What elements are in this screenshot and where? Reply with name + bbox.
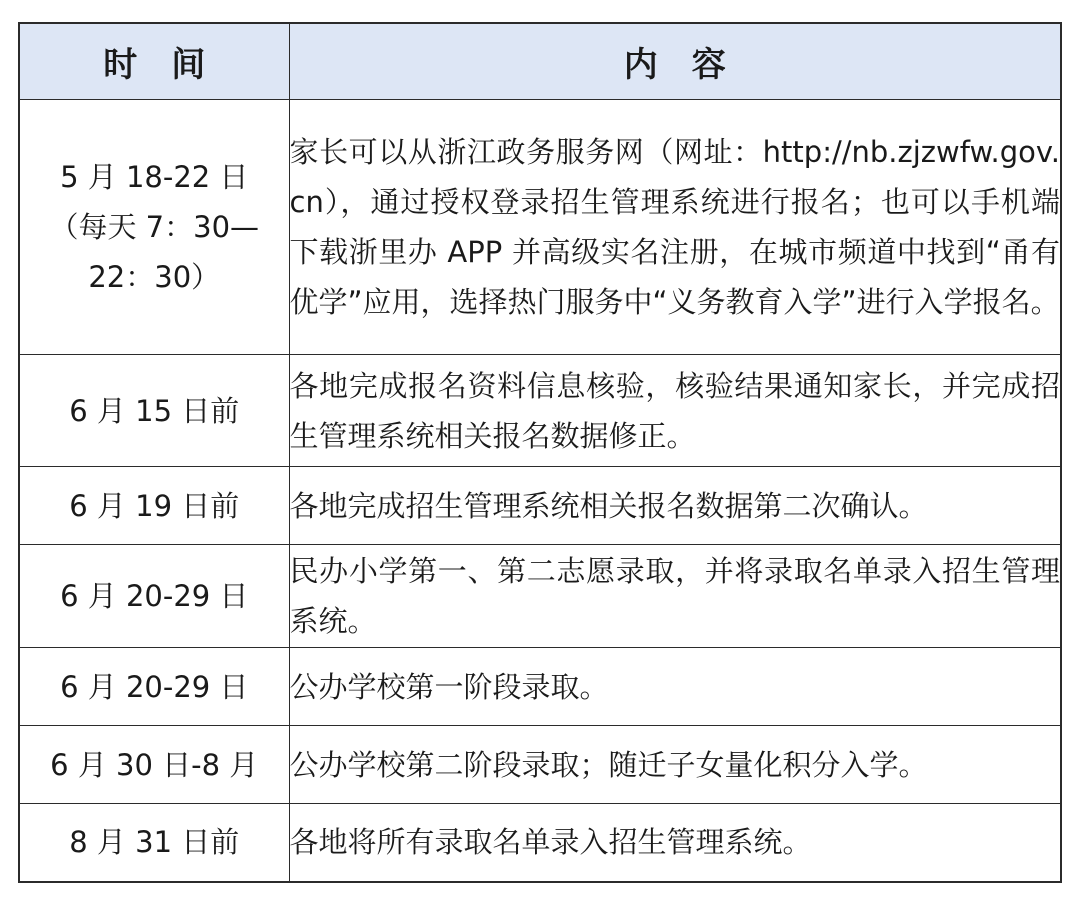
time-cell: 6 月 20-29 日: [19, 545, 289, 648]
content-cell: 民办小学第一、第二志愿录取，并将录取名单录入招生管理系统。: [289, 545, 1061, 648]
content-cell: 各地完成招生管理系统相关报名数据第二次确认。: [289, 467, 1061, 545]
content-cell: 各地将所有录取名单录入招生管理系统。: [289, 804, 1061, 882]
time-cell: 6 月 15 日前: [19, 355, 289, 467]
table-row: [19, 355, 1061, 467]
header-time: 时 间: [19, 23, 289, 100]
table-row: [19, 100, 1061, 355]
enrollment-schedule-table: [18, 22, 1062, 883]
time-cell: 6 月 30 日-8 月: [19, 726, 289, 804]
table-header-row: [19, 23, 1061, 100]
content-cell: 家长可以从浙江政务服务网（网址：http://nb.zjzwfw.gov.cn），通过授权登录招生管理系统进行报名；也可以手机端下载浙里办 APP 并高级实名注册，在城市频道中找到“甬有优学”应用，选择热门服务中“义务教育入学”进行入学报名。: [289, 100, 1061, 355]
table-row: [19, 726, 1061, 804]
time-cell: 8 月 31 日前: [19, 804, 289, 882]
content-cell: 各地完成报名资料信息核验，核验结果通知家长，并完成招生管理系统相关报名数据修正。: [289, 355, 1061, 467]
content-cell: 公办学校第一阶段录取。: [289, 648, 1061, 726]
table-row: [19, 467, 1061, 545]
time-cell: 5 月 18-22 日 （每天 7：30— 22：30）: [19, 100, 289, 355]
table-row: [19, 648, 1061, 726]
table-row: [19, 545, 1061, 648]
time-cell: 6 月 19 日前: [19, 467, 289, 545]
time-cell: 6 月 20-29 日: [19, 648, 289, 726]
content-cell: 公办学校第二阶段录取；随迁子女量化积分入学。: [289, 726, 1061, 804]
table-row: [19, 804, 1061, 882]
header-content: 内 容: [289, 23, 1061, 100]
